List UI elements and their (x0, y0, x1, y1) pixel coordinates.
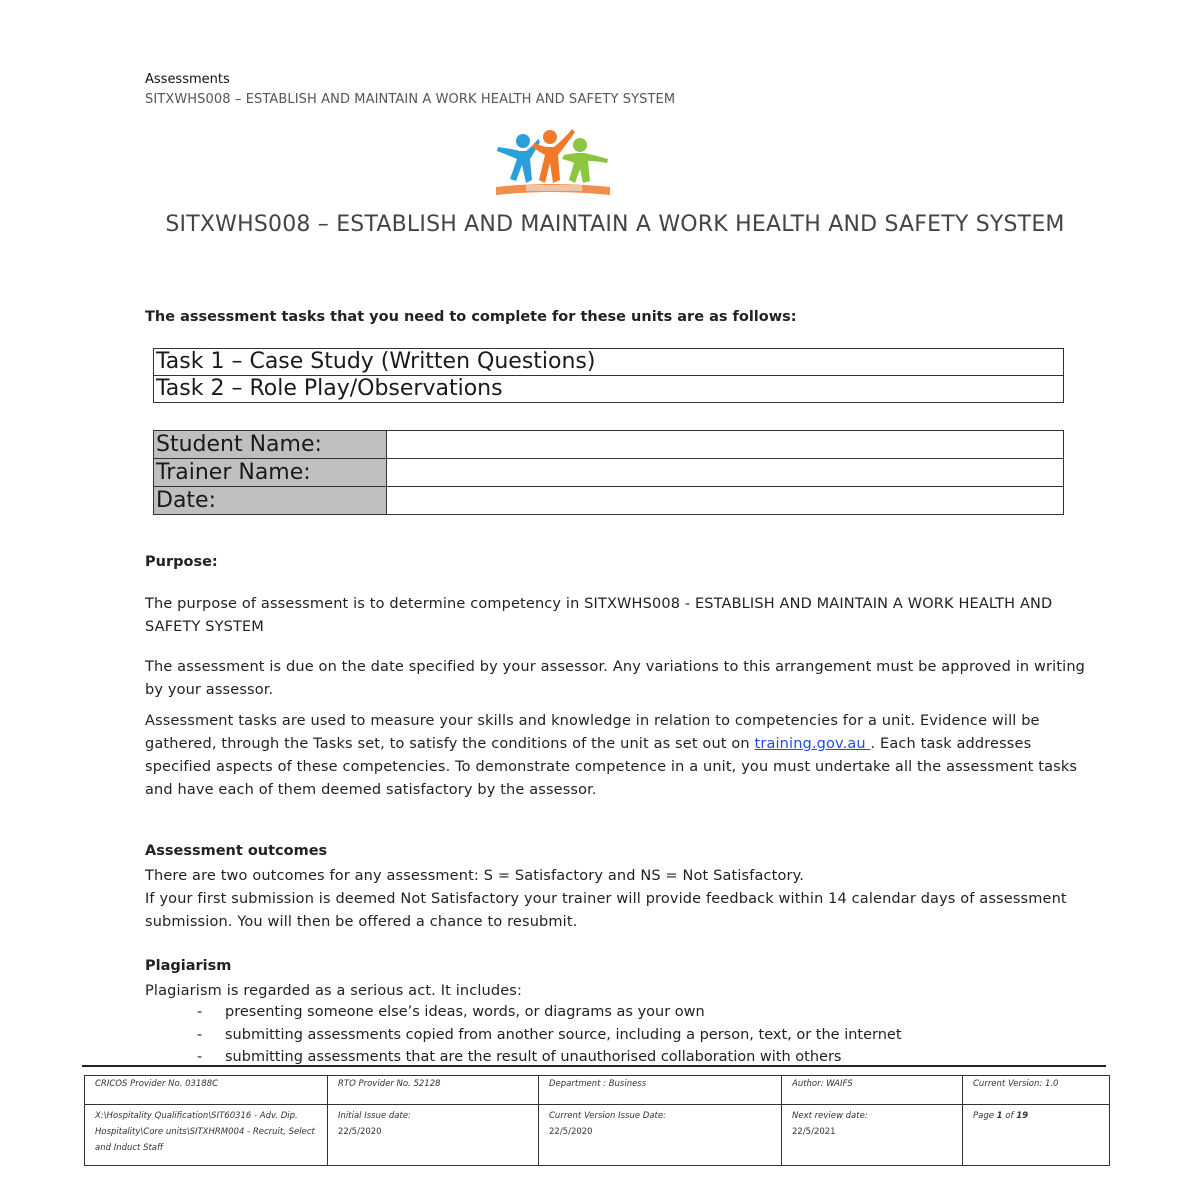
purpose-paragraph-3-start: Assessment tasks are used to measure your skills and knowledge in relation to competencies for a unit. Evidence will be gathered, through the Tasks set, to satisfy the conditions of the unit as set out on (145, 713, 1040, 752)
page-of: of (1005, 1111, 1014, 1121)
outcomes-heading: Assessment outcomes (145, 843, 328, 859)
logo-figures-icon (490, 125, 615, 203)
purpose-paragraph-3 (145, 710, 1090, 802)
plagiarism-list (195, 1001, 902, 1069)
table-row (154, 459, 1064, 487)
purpose-paragraph-1: The purpose of assessment is to determine competency in SITXWHS008 - ESTABLISH AND MAINTAIN A WORK HEALTH AND SAFETY SYSTEM (145, 596, 1053, 635)
outcomes-line-2: If your first submission is deemed Not Satisfactory your trainer will provide feedback within 14 calendar days of assessment submission. You will then be offered a chance to resubmit. (145, 891, 1067, 930)
page-word: Page (973, 1111, 994, 1121)
footer-current-version: Current Version: 1.0 (963, 1076, 1110, 1105)
footer-page-number (963, 1105, 1110, 1166)
date-label: Date: (154, 487, 387, 515)
header-unit-title: SITXWHS008 – ESTABLISH AND MAINTAIN A WORK HEALTH AND SAFETY SYSTEM (145, 92, 676, 107)
table-row (154, 487, 1064, 515)
next-review-label: Next review date: (792, 1111, 868, 1121)
plagiarism-heading: Plagiarism (145, 958, 232, 974)
student-name-label: Student Name: (154, 431, 387, 459)
table-row (154, 349, 1064, 376)
training-gov-link[interactable]: training.gov.au (754, 736, 871, 752)
footer-table (84, 1075, 1110, 1166)
footer-rto: RTO Provider No. 52128 (328, 1076, 539, 1105)
page-total: 19 (1016, 1111, 1029, 1121)
task-2: Task 2 – Role Play/Observations (154, 376, 1064, 403)
organization-logo (490, 125, 615, 203)
trainer-name-label: Trainer Name: (154, 459, 387, 487)
footer-author: Author: WAIFS (782, 1076, 963, 1105)
plagiarism-intro: Plagiarism is regarded as a serious act. It includes: (145, 983, 523, 999)
next-review-date: 22/5/2021 (792, 1127, 836, 1137)
student-name-field[interactable] (387, 431, 1064, 459)
purpose-paragraph-3-end: . Each task addresses specified aspects of these competencies. To demonstrate competence in a unit, you must undertake all the assessment tasks and have each of them deemed satisfactory by the assessor. (145, 736, 1078, 798)
document-title: SITXWHS008 – ESTABLISH AND MAINTAIN A WORK HEALTH AND SAFETY SYSTEM (165, 212, 1065, 237)
page-current: 1 (996, 1111, 1003, 1121)
list-item: - presenting someone else’s ideas, words, or diagrams as your own (195, 1001, 902, 1024)
table-row (154, 431, 1064, 459)
table-row (85, 1105, 1110, 1166)
student-details-table (153, 430, 1064, 515)
initial-issue-date: 22/5/2020 (338, 1127, 382, 1137)
task-1: Task 1 – Case Study (Written Questions) (154, 349, 1064, 376)
footer-cricos: CRICOS Provider No. 03188C (85, 1076, 328, 1105)
purpose-heading: Purpose: (145, 554, 218, 570)
footer-initial-issue (328, 1105, 539, 1166)
header-assessments: Assessments (145, 72, 230, 87)
purpose-paragraph-2: The assessment is due on the date specified by your assessor. Any variations to this arrangement must be approved in writing by your assessor. (145, 659, 1086, 698)
outcomes-line-1: There are two outcomes for any assessment: S = Satisfactory and NS = Not Satisfactory. (145, 868, 805, 884)
current-issue-label: Current Version Issue Date: (549, 1111, 666, 1121)
footer-department: Department : Business (539, 1076, 782, 1105)
current-issue-date: 22/5/2020 (549, 1127, 593, 1137)
date-field[interactable] (387, 487, 1064, 515)
initial-issue-label: Initial Issue date: (338, 1111, 411, 1121)
list-item: - submitting assessments that are the result of unauthorised collaboration with others (195, 1046, 902, 1069)
trainer-name-field[interactable] (387, 459, 1064, 487)
table-row (85, 1076, 1110, 1105)
list-item: - submitting assessments copied from another source, including a person, text, or the internet (195, 1024, 902, 1047)
footer-file-path: X:\Hospitality Qualification\SIT60316 - Adv. Dip. Hospitality\Core units\SITXHRM004 - Recruit, Select and Induct Staff (85, 1105, 328, 1166)
footer-current-issue (539, 1105, 782, 1166)
footer-next-review (782, 1105, 963, 1166)
intro-text: The assessment tasks that you need to complete for these units are as follows: (145, 309, 797, 325)
footer-divider (82, 1065, 1106, 1067)
tasks-table (153, 348, 1064, 403)
table-row (154, 376, 1064, 403)
